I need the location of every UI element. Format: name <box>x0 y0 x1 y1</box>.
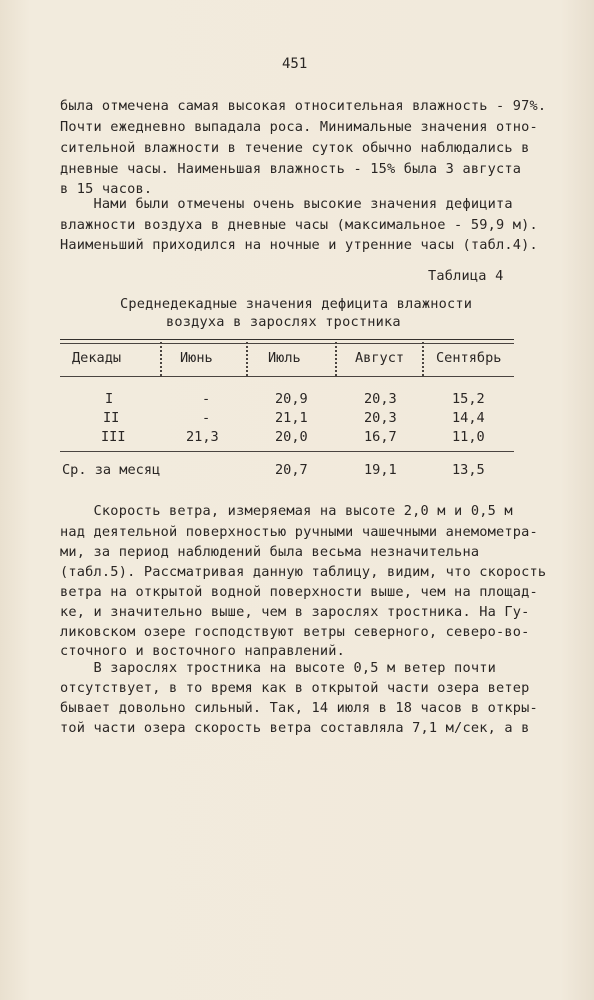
text-line: дневные часы. Наименьшая влажность - 15% была 3 августа <box>60 161 522 177</box>
table-cell: 11,0 <box>452 429 485 445</box>
table-summary-cell: 13,5 <box>452 462 485 478</box>
column-separator <box>422 342 424 376</box>
table-cell: - <box>202 391 211 407</box>
text-line: (табл.5). Рассматривая данную таблицу, видим, что скорость <box>60 564 547 580</box>
table-cell: 21,3 <box>186 429 219 445</box>
text-line: бывает довольно сильный. Так, 14 июля в 18 часов в откры- <box>60 700 538 716</box>
table-cell: III <box>101 429 126 445</box>
column-separator <box>335 342 337 376</box>
table-summary-cell: 19,1 <box>364 462 397 478</box>
text-line: ке, и значительно выше, чем в зарослях тростника. На Гу- <box>60 604 530 620</box>
table-cell: 21,1 <box>275 410 308 426</box>
table-header-cell: Август <box>355 350 405 366</box>
table-top-rule <box>60 339 514 340</box>
table-cell: - <box>202 410 211 426</box>
text-line: над деятельной поверхностью ручными чашечными анемометра- <box>60 524 538 540</box>
table-summary-cell: 20,7 <box>275 462 308 478</box>
text-line: ми, за период наблюдений была весьма незначительна <box>60 544 480 560</box>
text-line: была отмечена самая высокая относительная влажность - 97%. <box>60 98 547 114</box>
text-line: в 15 часов. <box>60 181 153 197</box>
table-header-cell: Июль <box>268 350 301 366</box>
text-line: ветра на открытой водной поверхности выше, чем на площад- <box>60 584 538 600</box>
table-cell: 20,0 <box>275 429 308 445</box>
text-line: сительной влажности в течение суток обычно наблюдались в <box>60 140 530 156</box>
table-label: Таблица 4 <box>428 268 504 284</box>
table-title: воздуха в зарослях тростника <box>166 314 401 330</box>
text-line: Наименьший приходился на ночные и утренние часы (табл.4). <box>60 237 538 253</box>
table-header-rule <box>60 376 514 377</box>
text-line: Почти ежедневно выпадала роса. Минимальные значения отно- <box>60 119 538 135</box>
table-top-rule-inner <box>60 343 514 344</box>
table-title: Среднедекадные значения дефицита влажности <box>120 296 473 312</box>
column-separator <box>160 342 162 376</box>
text-line: влажности воздуха в дневные часы (максимальное - 59,9 м). <box>60 217 538 233</box>
page-number: 451 <box>282 56 308 72</box>
table-summary-cell: Ср. за месяц <box>62 462 161 478</box>
text-line: той части озера скорость ветра составляла 7,1 м/сек, а в <box>60 720 530 736</box>
text-line: отсутствует, в то время как в открытой части озера ветер <box>60 680 530 696</box>
text-line: Нами были отмечены очень высокие значения дефицита <box>60 196 513 212</box>
text-line: Скорость ветра, измеряемая на высоте 2,0 м и 0,5 м <box>60 503 513 519</box>
table-header-cell: Декады <box>72 350 122 366</box>
text-line: ликовском озере господствуют ветры северного, северо-во- <box>60 624 530 640</box>
text-line: сточного и восточного направлений. <box>60 643 346 659</box>
column-separator <box>246 342 248 376</box>
table-cell: 15,2 <box>452 391 485 407</box>
table-cell: 14,4 <box>452 410 485 426</box>
table-cell: 20,9 <box>275 391 308 407</box>
table-cell: II <box>103 410 120 426</box>
table-header-cell: Сентябрь <box>436 350 502 366</box>
table-cell: 16,7 <box>364 429 397 445</box>
table-cell: 20,3 <box>364 391 397 407</box>
table-summary-rule <box>60 451 514 452</box>
table-cell: I <box>105 391 114 407</box>
text-line: В зарослях тростника на высоте 0,5 м ветер почти <box>60 660 496 676</box>
table-cell: 20,3 <box>364 410 397 426</box>
table-header-cell: Июнь <box>180 350 213 366</box>
